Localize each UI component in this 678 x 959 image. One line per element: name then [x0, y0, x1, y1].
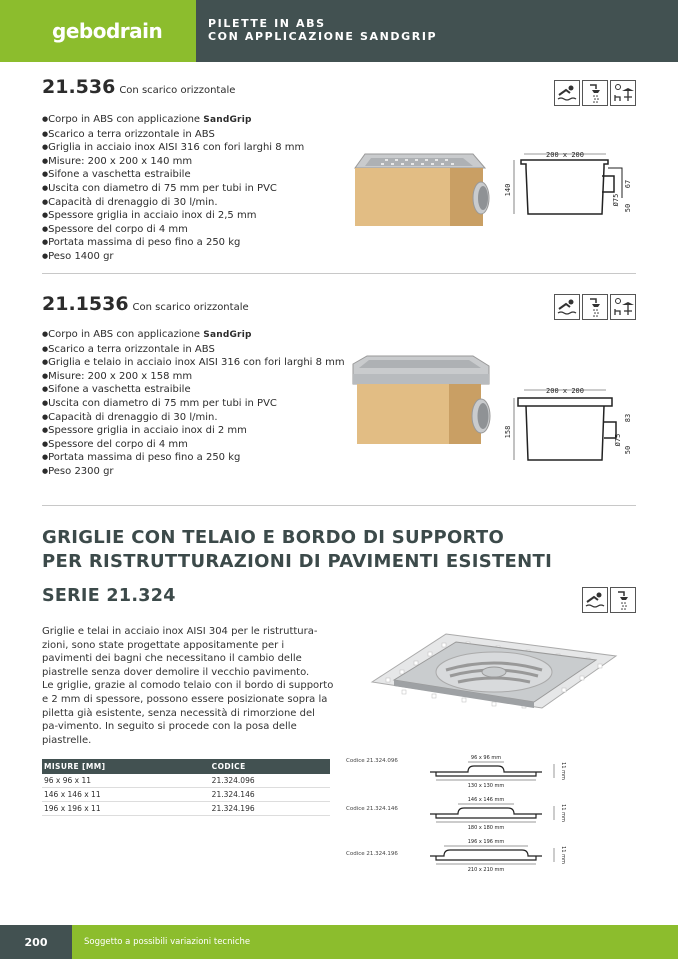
- dim-height: 158: [504, 425, 512, 439]
- shower-icon: [610, 587, 636, 613]
- profile-3-height: 11 mm: [560, 846, 566, 864]
- product-2-code: 21.1536: [42, 293, 129, 315]
- table-row: [42, 788, 330, 802]
- product-2-title: [42, 293, 249, 315]
- shower-icon: [582, 294, 608, 320]
- feature-item: ● Capacità di drenaggio di 30 l/min.: [42, 196, 304, 210]
- feature-item: ● Portata massima di peso fino a 250 kg: [42, 236, 304, 250]
- terrace-icon: [610, 294, 636, 320]
- feature-item: ● Sifone a vaschetta estraibile: [42, 168, 304, 182]
- sizes-table: [42, 759, 330, 816]
- divider: [42, 273, 636, 274]
- cell-codice: 21.324.146: [210, 788, 330, 802]
- feature-item: ● Scarico a terra orizzontale in ABS: [42, 128, 304, 142]
- product-1-features: [42, 113, 304, 264]
- dim-d2: 50: [624, 203, 632, 213]
- dim-d2: 50: [624, 445, 632, 455]
- feature-item: ● Spessore griglia in acciaio inox di 2,5 mm: [42, 209, 304, 223]
- section-title-line2: PER RISTRUTTURAZIONI DI PAVIMENTI ESISTENTI: [42, 551, 553, 572]
- footer-note: Soggetto a possibili variazioni tecniche: [72, 925, 678, 959]
- profile-3-bottom: 210 x 210 mm: [467, 867, 505, 873]
- col-codice: CODICE: [210, 759, 330, 774]
- profile-3-drawing: [424, 838, 574, 874]
- cell-misure: 96 x 96 x 11: [42, 774, 210, 788]
- serie-icons: [582, 587, 636, 613]
- feature-item: ● Uscita con diametro di 75 mm per tubi in PVC: [42, 397, 345, 411]
- cell-codice: 21.324.096: [210, 774, 330, 788]
- col-misure: MISURE [MM]: [42, 759, 210, 774]
- feature-item: ● Corpo in ABS con applicazione SandGrip: [42, 113, 304, 128]
- profile-2-drawing: [424, 796, 574, 832]
- feature-item: ● Spessore del corpo di 4 mm: [42, 223, 304, 237]
- profile-2-top: 146 x 146 mm: [467, 797, 505, 803]
- feature-item: ● Griglia e telaio in acciaio inox AISI 316 con fori larghi 8 mm: [42, 356, 345, 370]
- section-title-line1: GRIGLIE CON TELAIO E BORDO DI SUPPORTO: [42, 527, 505, 548]
- profile-2-height: 11 mm: [560, 804, 566, 822]
- cell-misure: 146 x 146 x 11: [42, 788, 210, 802]
- dim-diameter: Ø75: [612, 193, 620, 207]
- product-2-features: [42, 328, 345, 479]
- header-bar: [196, 0, 678, 62]
- dim-height: 140: [504, 183, 512, 197]
- product-2-subtitle: Con scarico orizzontale: [132, 302, 249, 313]
- product-2-image: [345, 356, 495, 456]
- dim-diameter: Ø75: [614, 433, 622, 447]
- feature-item: ● Spessore griglia in acciaio inox di 2 mm: [42, 424, 345, 438]
- feature-item: ● Misure: 200 x 200 x 140 mm: [42, 155, 304, 169]
- divider: [42, 505, 636, 506]
- product-1-icons: [554, 80, 636, 106]
- dim-d1: 67: [624, 179, 632, 189]
- page-number: 200: [0, 925, 72, 959]
- feature-item: ● Misure: 200 x 200 x 158 mm: [42, 370, 345, 384]
- profile-2-code: Codice 21.324.146: [346, 806, 398, 812]
- product-1-code: 21.536: [42, 76, 116, 98]
- feature-item: ● Capacità di drenaggio di 30 l/min.: [42, 411, 345, 425]
- product-1-title: [42, 76, 235, 98]
- profile-1-drawing: [424, 754, 574, 790]
- product-2-drawing: [506, 384, 636, 474]
- profile-3-code: Codice 21.324.196: [346, 851, 398, 857]
- feature-item: ● Peso 1400 gr: [42, 250, 304, 264]
- feature-item: ● Scarico a terra orizzontale in ABS: [42, 343, 345, 357]
- feature-item: ● Uscita con diametro di 75 mm per tubi in PVC: [42, 182, 304, 196]
- cell-misure: 196 x 196 x 11: [42, 802, 210, 816]
- brand-name: gebodrain: [52, 19, 163, 43]
- header-title-line1: PILETTE IN ABS: [208, 17, 326, 30]
- feature-item: ● Sifone a vaschetta estraibile: [42, 383, 345, 397]
- product-1-drawing: [506, 148, 636, 228]
- feature-item: ● Griglia in acciaio inox AISI 316 con fori larghi 8 mm: [42, 141, 304, 155]
- product-1-image: [345, 146, 495, 236]
- section-title: [42, 526, 552, 574]
- feature-item: ● Portata massima di peso fino a 250 kg: [42, 451, 345, 465]
- swimmer-icon: [554, 294, 580, 320]
- header-title-line2: CON APPLICAZIONE SANDGRIP: [208, 30, 438, 43]
- profile-1-top: 96 x 96 mm: [470, 755, 502, 761]
- table-row: [42, 802, 330, 816]
- description-paragraph-2: Le griglie, grazie al comodo telaio con il bordo di supporto e 2 mm di spessore, possono essere posizionate sopra la piletta già esistente, senza necessità di rimorzione del pa-vimento. In seguito si procede con la posa delle piastrelle.: [42, 680, 334, 746]
- profile-1-bottom: 130 x 130 mm: [467, 783, 505, 789]
- profile-1-height: 11 mm: [560, 762, 566, 780]
- terrace-icon: [610, 80, 636, 106]
- product-1-subtitle: Con scarico orizzontale: [119, 85, 236, 96]
- shower-icon: [582, 80, 608, 106]
- profile-3-top: 196 x 196 mm: [467, 839, 505, 845]
- dim-width: 200 x 200: [546, 387, 584, 395]
- profile-1-code: Codice 21.324.096: [346, 758, 398, 764]
- feature-item: ● Corpo in ABS con applicazione SandGrip: [42, 328, 345, 343]
- profile-2-bottom: 180 x 180 mm: [467, 825, 505, 831]
- table-row: [42, 774, 330, 788]
- product-2-icons: [554, 294, 636, 320]
- dim-d1: 83: [624, 413, 632, 423]
- feature-item: ● Spessore del corpo di 4 mm: [42, 438, 345, 452]
- section-description: [42, 625, 334, 747]
- brand-logo: [0, 0, 196, 62]
- serie-title: SERIE 21.324: [42, 586, 176, 606]
- feature-item: ● Peso 2300 gr: [42, 465, 345, 479]
- description-paragraph-1: Griglie e telai in acciaio inox AISI 304 per le ristruttura-zioni, sono state progettate appositamente per i pavimenti dei bagni che necessitano il cambio delle piastrelle senza dover demolire il vecchio pavimento.: [42, 626, 318, 678]
- grate-image: [366, 628, 626, 738]
- swimmer-icon: [554, 80, 580, 106]
- cell-codice: 21.324.196: [210, 802, 330, 816]
- swimmer-icon: [582, 587, 608, 613]
- dim-width: 200 x 200: [546, 151, 584, 159]
